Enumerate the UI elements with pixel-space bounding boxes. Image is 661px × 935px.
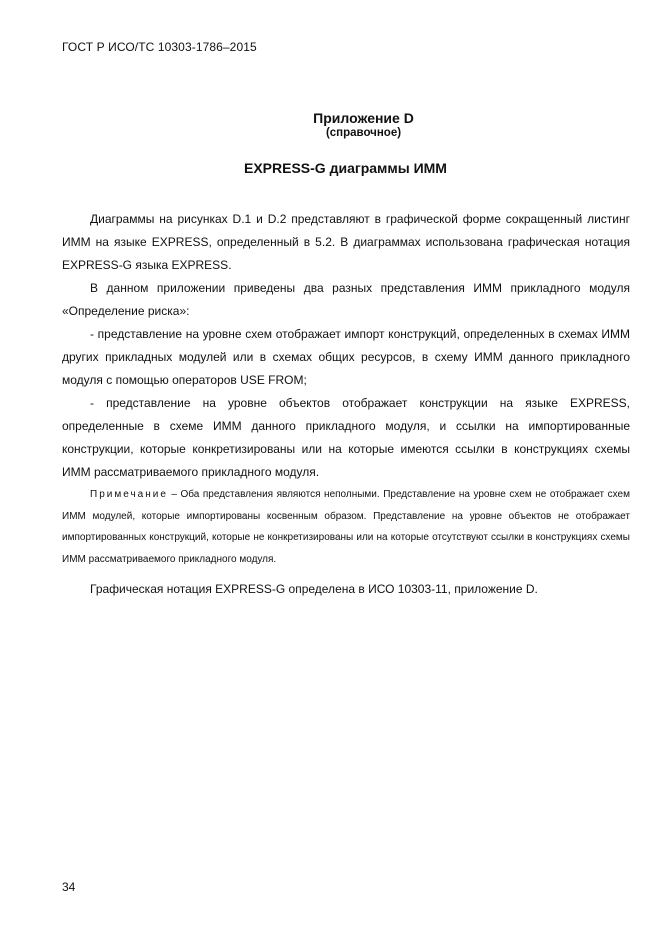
annex-heading: EXPRESS-G диаграммы ИММ	[244, 160, 447, 176]
body-text	[62, 208, 630, 601]
page-number: 34	[62, 880, 76, 894]
paragraph-1: Диаграммы на рисунках D.1 и D.2 представляют в графической форме сокращенный листинг ИММ на языке EXPRESS, определенный в 5.2. В диаграммах использована графическая нотация EXPRESS-G языка EXPRESS.	[62, 212, 630, 272]
annex-subtitle: (справочное)	[325, 127, 402, 139]
note-text: Оба представления являются неполными. Представление на уровне схем не отображает схем ИММ модулей, которые импортированы косвенным образом. Представление на уровне объектов не отображает импортированных конструкций, которые не конкретизированы или на которые отсутствуют ссылки в конструкциях схемы ИММ рассматриваемого прикладного модуля.	[62, 489, 630, 565]
note	[62, 484, 630, 570]
note-dash: –	[167, 489, 181, 500]
annex-title: Приложение D	[313, 110, 414, 126]
paragraph-4: - представление на уровне объектов отображает конструкции на языке EXPRESS, определенные в схеме ИММ данного прикладного модуля, и ссылки на импортированные конструкции, которые конкретизированы или на которые имеются ссылки в конструкциях схемы ИММ рассматриваемого прикладного модуля.	[62, 396, 630, 479]
paragraph-2: В данном приложении приведены два разных представления ИММ прикладного модуля «Определение риска»:	[62, 281, 630, 318]
final-paragraph: Графическая нотация EXPRESS-G определена в ИСО 10303-11, приложение D.	[90, 582, 538, 596]
note-label: Примечание	[90, 489, 168, 500]
standard-code-header: ГОСТ Р ИСО/ТС 10303-1786–2015	[62, 40, 257, 54]
paragraph-3: - представление на уровне схем отображает импорт конструкций, определенных в схемах ИММ других прикладных модулей или в схемах общих ресурсов, в схему ИММ данного прикладного модуля с помощью операторов USE FROM;	[62, 327, 630, 387]
